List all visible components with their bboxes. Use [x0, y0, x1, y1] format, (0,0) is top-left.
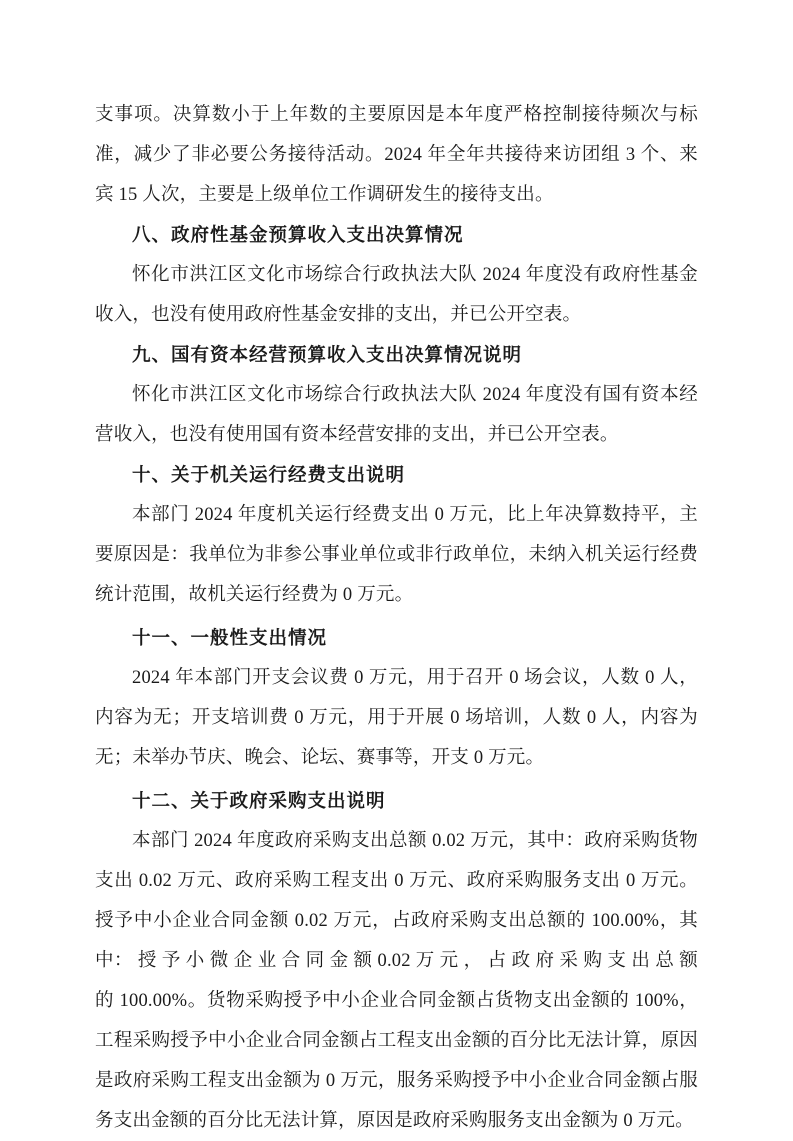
section-heading-12: 十二、关于政府采购支出说明	[132, 790, 386, 811]
section-heading-10: 十、关于机关运行经费支出说明	[132, 464, 406, 485]
paragraph-section-11: 2024 年本部门开支会议费 0 万元，用于召开 0 场会议，人数 0 人，内容为无；开支培训费 0 万元，用于开展 0 场培训，人数 0 人，内容为无；未举办节庆、晚会、论坛、赛事等，开支 0 万元。	[95, 668, 698, 768]
section-heading-8: 八、政府性基金预算收入支出决算情况	[132, 224, 464, 245]
section-heading-9: 九、国有资本经营预算收入支出决算情况说明	[132, 344, 523, 365]
document-body	[95, 95, 698, 1141]
paragraph-continuation: 支事项。决算数小于上年数的主要原因是本年度严格控制接待频次与标准，减少了非必要公务接待活动。2024 年全年共接待来访团组 3 个、来宾 15 人次，主要是上级单位工作调研发生的接待支出。	[95, 105, 698, 205]
section-heading-11: 十一、一般性支出情况	[132, 627, 328, 648]
paragraph-section-9: 怀化市洪江区文化市场综合行政执法大队 2024 年度没有国有资本经营收入，也没有使用国有资本经营安排的支出，并已公开空表。	[95, 385, 698, 445]
paragraph-section-10: 本部门 2024 年度机关运行经费支出 0 万元，比上年决算数持平，主要原因是：我单位为非参公事业单位或非行政单位，未纳入机关运行经费统计范围，故机关运行经费为 0 万元。	[95, 505, 698, 605]
paragraph-section-8: 怀化市洪江区文化市场综合行政执法大队 2024 年度没有政府性基金收入，也没有使用政府性基金安排的支出，并已公开空表。	[95, 265, 698, 325]
paragraph-section-12: 本部门 2024 年度政府采购支出总额 0.02 万元，其中：政府采购货物支出 0.02 万元、政府采购工程支出 0 万元、政府采购服务支出 0 万元。授予中小企业合同金额 0.02 万元，占政府采购支出总额的 100.00%，其中： 授 予 小 微 企 业 合 同 金 额 0.02 万 元 ， 占 政 府 采 购 支 出 总 额 的 100.00%。货物采购授予中小企业合同金额占货物支出金额的 100%，工程采购授予中小企业合同金额占工程支出金额的百分比无法计算，原因是政府采购工程支出金额为 0 万元，服务采购授予中小企业合同金额占服务支出金额的百分比无法计算，原因是政府采购服务支出金额为 0 万元。	[95, 831, 698, 1131]
